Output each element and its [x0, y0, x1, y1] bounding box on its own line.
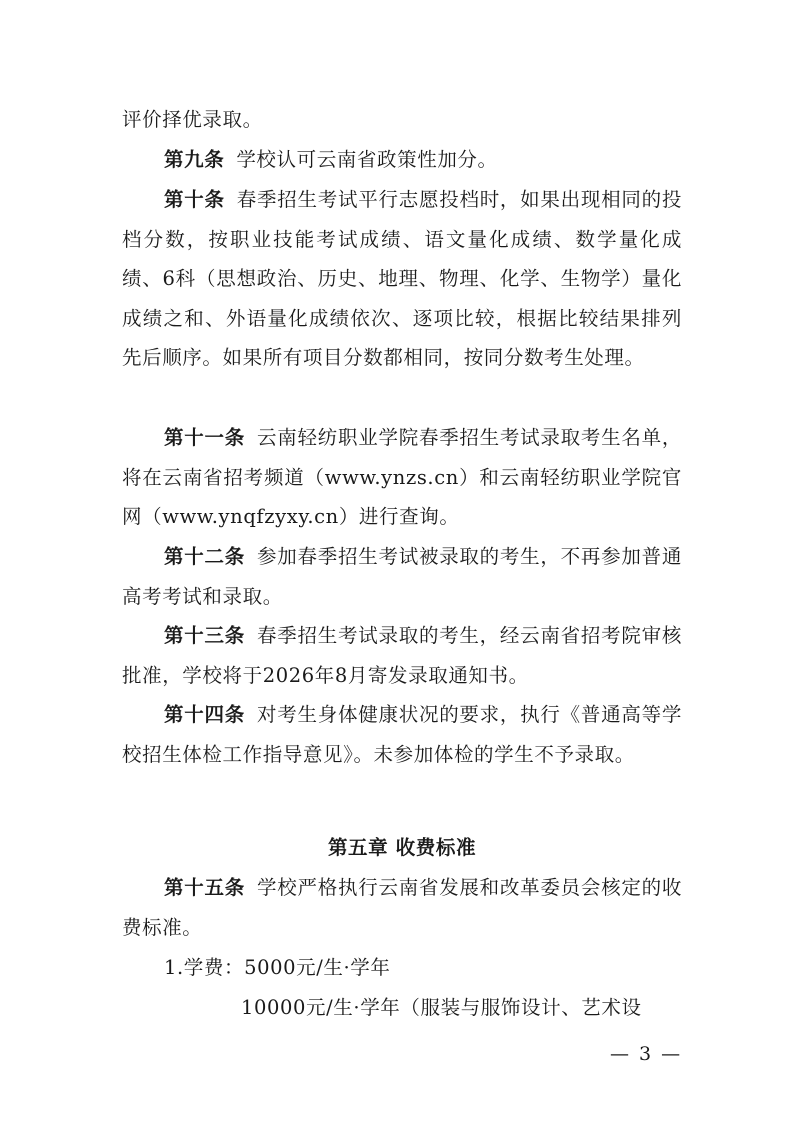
- article-15: [122, 868, 682, 947]
- page-number: — 3 —: [610, 1043, 683, 1065]
- article-text: 学校认可云南省政策性加分。: [236, 148, 498, 171]
- fee-line-2: 10000元/生·学年（服装与服饰设计、艺术设: [241, 996, 642, 1019]
- fee-line-1: 1.学费：5000元/生·学年: [164, 956, 391, 979]
- article-label: 第十五条: [164, 876, 245, 899]
- article-label: 第十二条: [164, 545, 245, 568]
- article-label: 第十四条: [164, 703, 245, 726]
- article-label: 第十三条: [164, 624, 245, 647]
- article-12: [122, 537, 682, 616]
- article-text: 春季招生考试平行志愿投档时，如果出现相同的投档分数，按职业技能考试成绩、语文量化成绩、数学量化成绩、6科（思想政治、历史、地理、物理、化学、生物学）量化成绩之和、外语量化成绩依次、逐项比较，根据比较结果排列先后顺序。如果所有项目分数都相同，按同分数考生处理。: [122, 188, 682, 369]
- article-text: 学校严格执行云南省发展和改革委员会核定的收费标准。: [122, 876, 682, 939]
- article-label: 第九条: [164, 148, 225, 171]
- article-10: [122, 180, 682, 378]
- article-14: [122, 695, 682, 774]
- article-13: [122, 616, 682, 695]
- article-label: 第十一条: [164, 426, 245, 449]
- article-9: [122, 140, 682, 180]
- article-text: 春季招生考试录取的考生，经云南省招考院审核批准，学校将于2026年8月寄发录取通知书。: [122, 624, 682, 687]
- article-text: 参加春季招生考试被录取的考生，不再参加普通高考考试和录取。: [122, 545, 682, 608]
- article-text: 对考生身体健康状况的要求，执行《普通高等学校招生体检工作指导意见》。未参加体检的学生不予录取。: [122, 703, 682, 766]
- article-text: 云南轻纺职业学院春季招生考试录取考生名单，将在云南省招考频道（www.ynzs.cn）和云南轻纺职业学院官网（www.ynqfzyxy.cn）进行查询。: [122, 426, 682, 528]
- article-label: 第十条: [164, 188, 225, 211]
- chapter-heading: 第五章 收费标准: [327, 836, 477, 859]
- continuation-text: 评价择优录取。: [122, 108, 263, 131]
- article-11: [122, 418, 682, 537]
